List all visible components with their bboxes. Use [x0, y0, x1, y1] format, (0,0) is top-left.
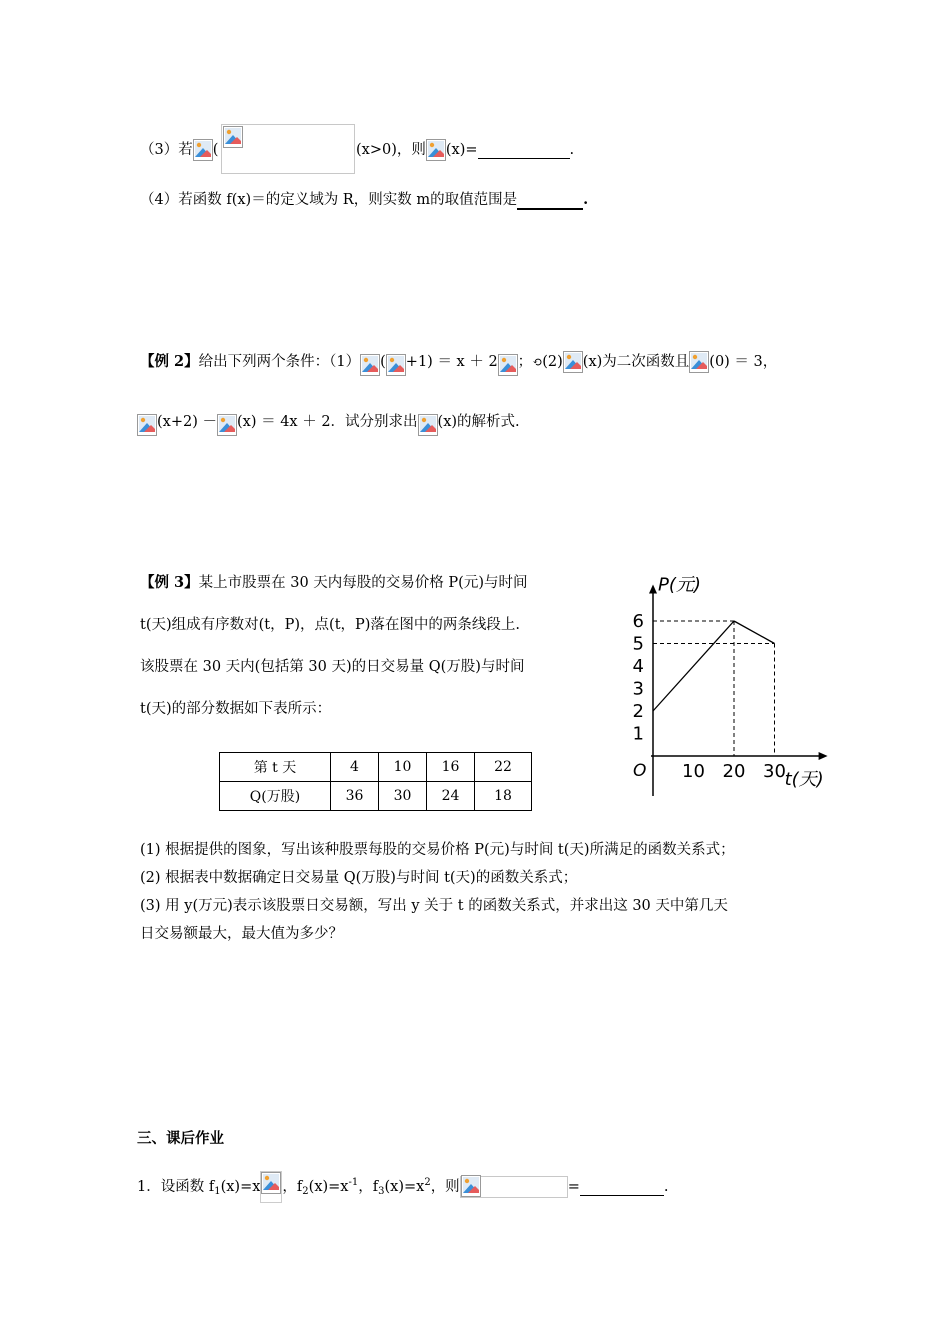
table-cell: 18	[475, 782, 532, 811]
ex2-line2	[137, 410, 520, 436]
q3-condition: (x>0)，则	[356, 142, 426, 158]
y-tick-label: 3	[632, 678, 644, 700]
broken-image-icon	[137, 414, 157, 436]
section-heading	[137, 1127, 224, 1148]
y-tick-label: 5	[632, 633, 644, 655]
x-tick-label: 20	[722, 761, 746, 782]
y-tick-label: 6	[632, 611, 644, 632]
hw-q1-image-frame	[460, 1176, 568, 1198]
broken-image-icon	[223, 126, 243, 148]
table-cell: 第 t 天	[220, 753, 331, 782]
hw-q1-a: 1．设函数 f	[137, 1179, 215, 1195]
ex3-q1	[140, 838, 735, 859]
broken-image-icon	[461, 1175, 481, 1197]
broken-image-icon	[426, 139, 446, 161]
table-row	[220, 753, 532, 782]
q4-end: .	[583, 191, 589, 208]
hw-q1-sub2: 2	[302, 1186, 309, 1197]
ex3-question-3: (3) 用 y(万元)表示该股票日交易额，写出 y 关于 t 的函数关系式，并求出这 30 天中第几天	[140, 898, 728, 914]
table-row	[220, 782, 532, 811]
ex3-text-1: 某上市股票在 30 天内每股的交易价格 P(元)与时间	[198, 575, 528, 591]
section-heading-text: 三、课后作业	[137, 1131, 224, 1147]
broken-image-icon	[418, 414, 438, 436]
table-cell: 36	[331, 782, 379, 811]
hw-q1-sub1: 1	[214, 1186, 221, 1197]
q4-answer-blank[interactable]	[517, 192, 583, 210]
q3-prefix: （3）若	[140, 142, 193, 158]
y-tick-label: 4	[632, 656, 644, 677]
hw-q1-sub3: 3	[378, 1186, 385, 1197]
table-cell: 22	[475, 753, 532, 782]
hw-q1-g: ，则	[430, 1179, 460, 1195]
y-tick-label: 1	[632, 723, 644, 745]
ex2-part2c: (0) ＝ 3，	[709, 354, 778, 370]
ex3-text-3: 该股票在 30 天内(包括第 30 天)的日交易量 Q(万股)与时间	[140, 659, 525, 675]
ex2-sep: ；	[517, 354, 533, 370]
table-cell: 30	[379, 782, 427, 811]
ex2-part2b: (x)为二次函数且	[582, 354, 690, 370]
table-cell: 10	[379, 753, 427, 782]
ex3-line1	[140, 571, 528, 592]
hw-q1-c: ，f	[282, 1179, 303, 1195]
broken-image-icon	[563, 351, 583, 373]
q3-answer-blank[interactable]	[478, 142, 570, 159]
ex3-line3	[140, 655, 524, 676]
x-axis-arrow-icon	[819, 752, 828, 760]
hw-q1-sup2: 2	[424, 1177, 431, 1188]
ex2-line2c: (x)的解析式.	[437, 414, 520, 430]
hw-q1-e: ，f	[358, 1179, 379, 1195]
broken-image-icon	[217, 414, 237, 436]
y-axis-arrow-icon	[649, 585, 657, 594]
ex2-intro: 给出下列两个条件：（1）	[198, 354, 361, 370]
ex3-question-3-cont: 日交易额最大，最大值为多少？	[140, 926, 343, 942]
volume-table	[219, 752, 532, 811]
broken-image-icon	[498, 354, 518, 376]
ex2-line2a: (x+2) －	[157, 414, 217, 430]
x-tick-label: 30	[763, 761, 786, 782]
hw-q1-h: =	[567, 1179, 580, 1195]
ex3-text-4: t(天)的部分数据如下表所示：	[140, 701, 332, 717]
ex2-part1b: +1) ＝ x ＋ 2	[405, 354, 498, 370]
broken-image-icon	[360, 354, 380, 376]
table-cell: 24	[427, 782, 475, 811]
anchor-icon: ⟲	[532, 355, 543, 369]
table-cell: 4	[331, 753, 379, 782]
hw-q1-d: (x)=x	[308, 1179, 349, 1195]
ex2-line2b: (x) ＝ 4x ＋ 2．试分别求出	[236, 414, 418, 430]
chart-series	[653, 621, 775, 711]
broken-image-icon	[260, 1171, 282, 1203]
q4-text: （4）若函数 f(x)＝的定义域为 R，则实数 m的取值范围是	[140, 192, 518, 208]
hw-q1-b: (x)=x	[220, 1179, 261, 1195]
q3-image-frame	[221, 124, 355, 174]
hw-q1-sup1: -1	[348, 1177, 359, 1188]
ex3-q3	[140, 894, 728, 915]
q4-line	[140, 188, 588, 210]
q3-fx: (x)=	[445, 142, 478, 158]
ex3-label: 【例 3】	[140, 574, 199, 591]
ex3-line2	[140, 613, 520, 634]
broken-image-icon	[386, 354, 406, 376]
ex3-q3-cont	[140, 922, 343, 943]
hw-q1-answer-blank[interactable]	[580, 1179, 664, 1196]
hw-q1-end: .	[663, 1179, 669, 1195]
ex2-part1: (	[380, 354, 386, 370]
ex3-question-1: (1) 根据提供的图象，写出该种股票每股的交易价格 P(元)与时间 t(天)所满足的函数关系式；	[140, 842, 735, 858]
hw-q1	[137, 1171, 668, 1203]
y-axis-label: P(元)	[658, 574, 701, 596]
ex3-line4	[140, 697, 331, 718]
ex3-question-2: (2) 根据表中数据确定日交易量 Q(万股)与时间 t(天)的函数关系式；	[140, 870, 578, 886]
table-cell: 16	[427, 753, 475, 782]
q3-end: .	[569, 142, 575, 158]
series-segment	[653, 621, 734, 711]
broken-image-icon	[689, 351, 709, 373]
q3-line	[140, 138, 218, 161]
ex2-line1	[140, 350, 777, 376]
table-cell: Q(万股)	[220, 782, 331, 811]
x-axis-label: t(天)	[784, 769, 824, 790]
ex3-text-2: t(天)组成有序数对(t，P)，点(t，P)落在图中的两条线段上.	[140, 617, 521, 633]
series-segment	[734, 621, 775, 644]
ex2-label: 【例 2】	[140, 353, 199, 370]
ex2-part2a: (2)	[542, 354, 563, 370]
broken-image-icon	[193, 139, 213, 161]
q3-paren: (	[212, 142, 219, 158]
hw-q1-f: (x)=x	[384, 1179, 425, 1195]
chart-guides	[653, 621, 775, 756]
x-tick-label: 10	[682, 761, 705, 782]
q3-line-rest	[356, 138, 574, 161]
ex3-q2	[140, 866, 577, 887]
y-tick-label: 2	[632, 701, 644, 722]
origin-label: O	[633, 761, 647, 781]
price-chart	[620, 574, 860, 805]
